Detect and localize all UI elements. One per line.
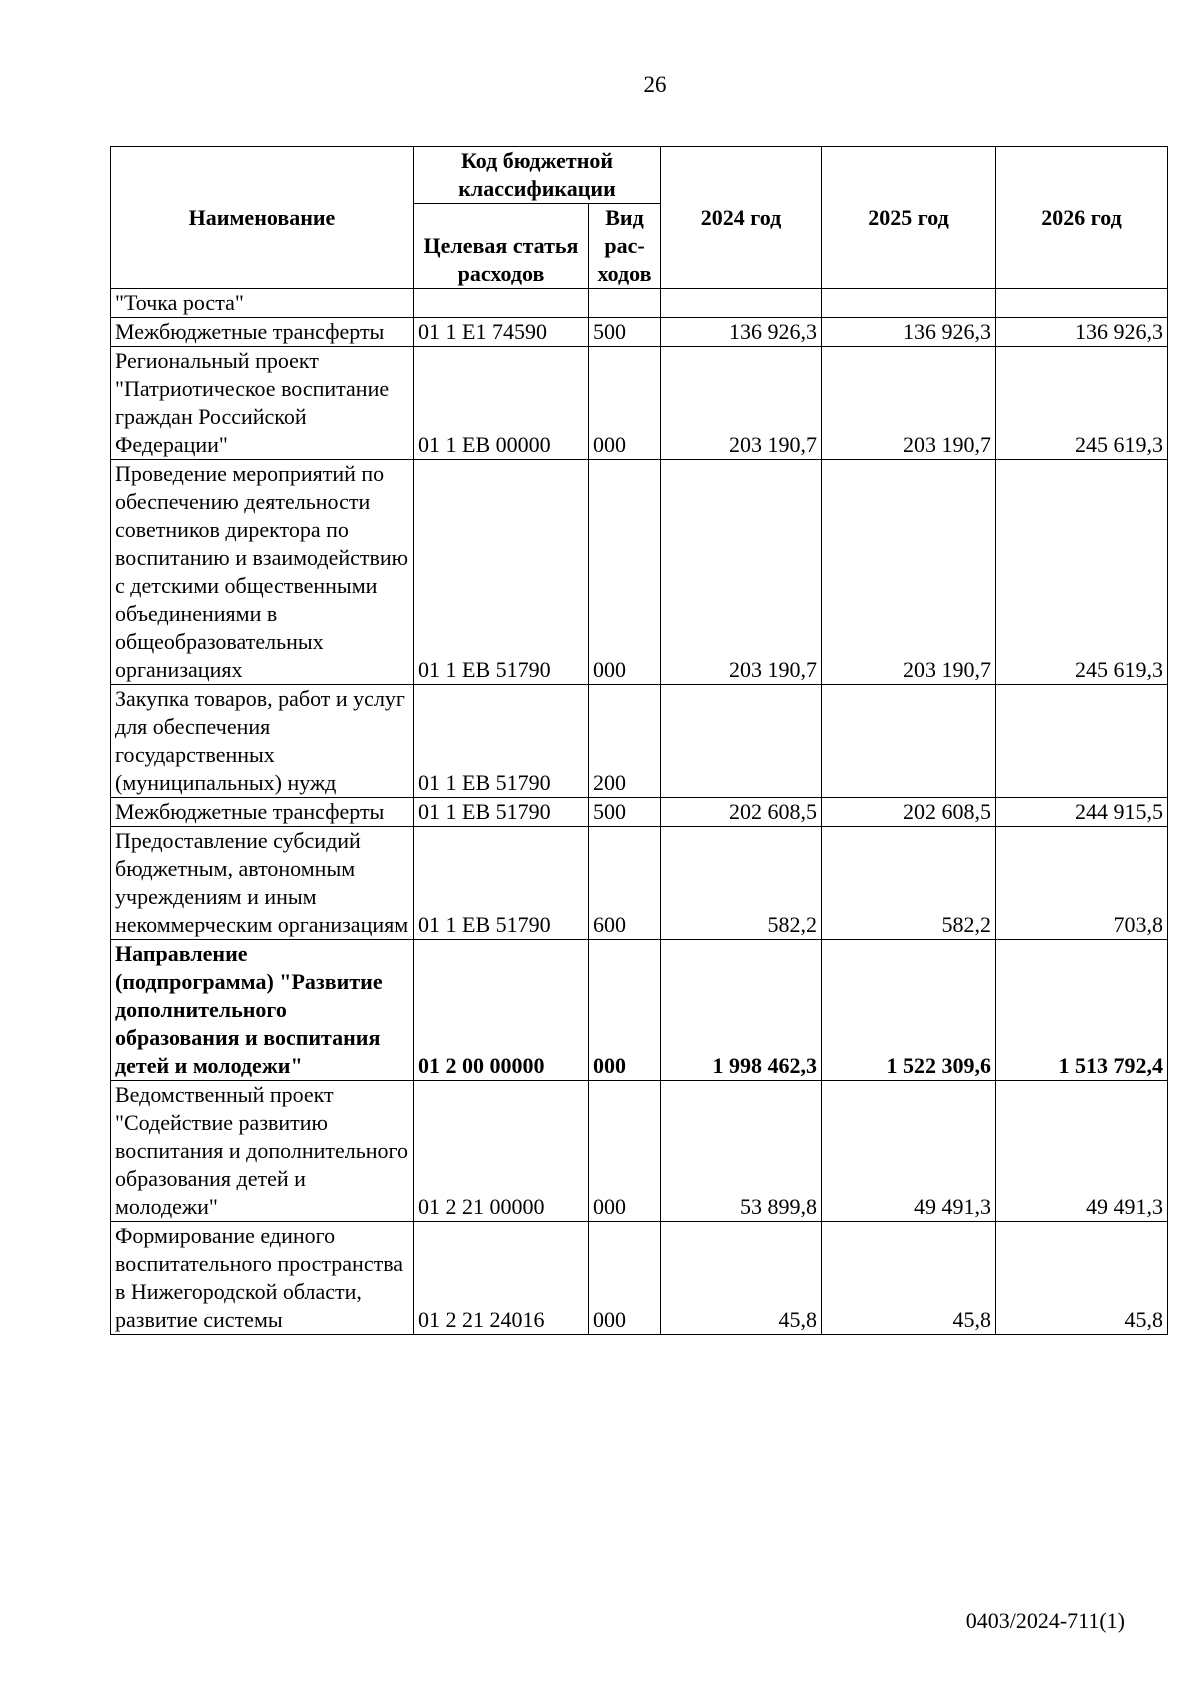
cell-expense-type: 200 — [589, 685, 661, 798]
table-row — [111, 1222, 1168, 1335]
cell-target-article: 01 1 EB 51790 — [414, 827, 589, 940]
cell-2024: 45,8 — [661, 1222, 822, 1335]
cell-name: Ведомственный проект "Содействие развитию воспитания и дополнительного образования детей и молодежи" — [111, 1081, 414, 1222]
cell-2025: 203 190,7 — [822, 460, 996, 685]
cell-2024: 203 190,7 — [661, 460, 822, 685]
cell-2026 — [996, 685, 1168, 798]
cell-target-article: 01 1 EB 00000 — [414, 347, 589, 460]
cell-expense-type: 500 — [589, 798, 661, 827]
cell-2026: 244 915,5 — [996, 798, 1168, 827]
table-row — [111, 940, 1168, 1081]
cell-target-article: 01 1 EB 51790 — [414, 685, 589, 798]
cell-2025: 136 926,3 — [822, 318, 996, 347]
table-row — [111, 798, 1168, 827]
cell-2024: 1 998 462,3 — [661, 940, 822, 1081]
cell-target-article — [414, 289, 589, 318]
cell-2026: 45,8 — [996, 1222, 1168, 1335]
cell-target-article: 01 2 00 00000 — [414, 940, 589, 1081]
table-row — [111, 460, 1168, 685]
cell-target-article: 01 1 EB 51790 — [414, 460, 589, 685]
cell-2026: 245 619,3 — [996, 347, 1168, 460]
header-row — [111, 147, 1168, 204]
cell-name: Межбюджетные трансферты — [111, 318, 414, 347]
cell-2025: 1 522 309,6 — [822, 940, 996, 1081]
table-row — [111, 318, 1168, 347]
cell-name: Межбюджетные трансферты — [111, 798, 414, 827]
cell-2024: 202 608,5 — [661, 798, 822, 827]
cell-2024: 582,2 — [661, 827, 822, 940]
cell-2025 — [822, 289, 996, 318]
header-target-article: Целевая статья расходов — [414, 204, 589, 289]
table-row — [111, 1081, 1168, 1222]
cell-name: "Точка роста" — [111, 289, 414, 318]
cell-2024: 53 899,8 — [661, 1081, 822, 1222]
cell-2026: 245 619,3 — [996, 460, 1168, 685]
cell-2026: 136 926,3 — [996, 318, 1168, 347]
table-row — [111, 347, 1168, 460]
cell-target-article: 01 1 E1 74590 — [414, 318, 589, 347]
table-body — [111, 289, 1168, 1335]
cell-2026: 49 491,3 — [996, 1081, 1168, 1222]
cell-2024 — [661, 289, 822, 318]
cell-2025: 202 608,5 — [822, 798, 996, 827]
cell-expense-type: 000 — [589, 347, 661, 460]
document-code: 0403/2024-711(1) — [965, 1608, 1125, 1633]
cell-2025: 582,2 — [822, 827, 996, 940]
cell-2025: 49 491,3 — [822, 1081, 996, 1222]
cell-2026 — [996, 289, 1168, 318]
header-2026: 2026 год — [996, 147, 1168, 289]
cell-target-article: 01 2 21 00000 — [414, 1081, 589, 1222]
cell-expense-type: 600 — [589, 827, 661, 940]
cell-expense-type: 000 — [589, 1081, 661, 1222]
cell-target-article: 01 2 21 24016 — [414, 1222, 589, 1335]
cell-name: Направление (подпрограмма) "Развитие дополнительного образования и воспитания детей и молодежи" — [111, 940, 414, 1081]
cell-2025: 203 190,7 — [822, 347, 996, 460]
cell-name: Региональный проект "Патриотическое воспитание граждан Российской Федерации" — [111, 347, 414, 460]
cell-expense-type: 500 — [589, 318, 661, 347]
header-name: Наименование — [111, 147, 414, 289]
cell-2024: 136 926,3 — [661, 318, 822, 347]
cell-2024 — [661, 685, 822, 798]
cell-target-article: 01 1 EB 51790 — [414, 798, 589, 827]
cell-name: Формирование единого воспитательного пространства в Нижегородской области, развитие системы — [111, 1222, 414, 1335]
cell-expense-type: 000 — [589, 940, 661, 1081]
cell-2024: 203 190,7 — [661, 347, 822, 460]
header-classification: Код бюджетной классификации — [414, 147, 661, 204]
cell-name: Предоставление субсидий бюджетным, автономным учреждениям и иным некоммерческим организациям — [111, 827, 414, 940]
header-expense-type: Вид рас-ходов — [589, 204, 661, 289]
cell-2025: 45,8 — [822, 1222, 996, 1335]
table-row — [111, 685, 1168, 798]
header-2025: 2025 год — [822, 147, 996, 289]
table-row — [111, 827, 1168, 940]
cell-2026: 703,8 — [996, 827, 1168, 940]
cell-expense-type — [589, 289, 661, 318]
cell-2026: 1 513 792,4 — [996, 940, 1168, 1081]
header-2024: 2024 год — [661, 147, 822, 289]
page-number: 26 — [643, 72, 667, 97]
cell-name: Проведение мероприятий по обеспечению деятельности советников директора по воспитанию и взаимодействию с детскими общественными объединениями в общеобразовательных организациях — [111, 460, 414, 685]
cell-expense-type: 000 — [589, 1222, 661, 1335]
budget-table — [110, 146, 1168, 1335]
cell-name: Закупка товаров, работ и услуг для обеспечения государственных (муниципальных) нужд — [111, 685, 414, 798]
table-row — [111, 289, 1168, 318]
cell-expense-type: 000 — [589, 460, 661, 685]
cell-2025 — [822, 685, 996, 798]
